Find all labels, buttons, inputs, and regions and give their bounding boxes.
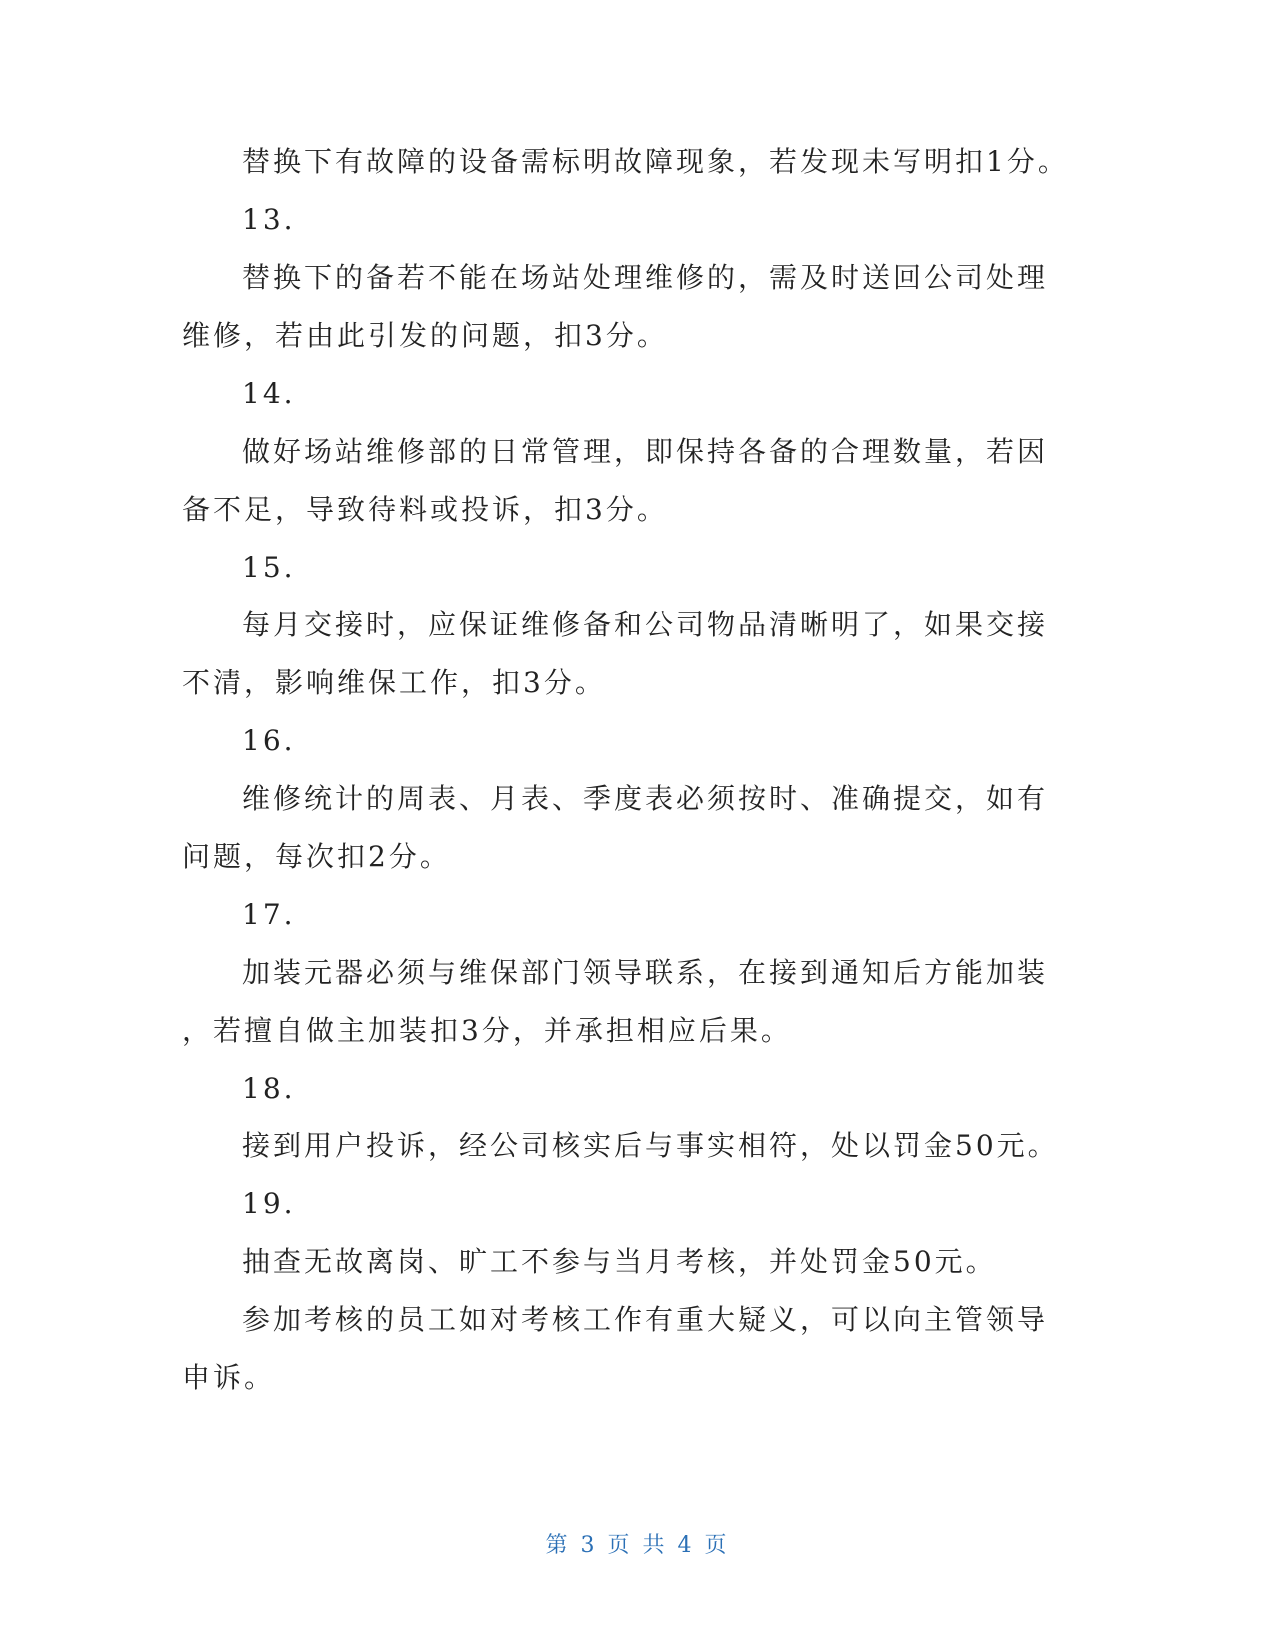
- text-line: 备不足，导致待料或投诉，扣3分。: [182, 493, 668, 526]
- text-line: 申诉。: [182, 1361, 276, 1394]
- item-number: 13.: [242, 203, 296, 236]
- item-number: 15.: [242, 551, 296, 584]
- text-line: 每月交接时，应保证维修备和公司物品清晰明了，如果交接: [242, 608, 1049, 641]
- item-number: 17.: [242, 898, 296, 931]
- text-line: 接到用户投诉，经公司核实后与事实相符，处以罚金50元。: [242, 1129, 1059, 1162]
- text-line: ，若擅自做主加装扣3分，并承担相应后果。: [182, 1014, 792, 1047]
- text-line: 替换下的备若不能在场站处理维修的，需及时送回公司处理: [242, 261, 1049, 294]
- text-line: 维修，若由此引发的问题，扣3分。: [182, 319, 668, 352]
- item-number: 18.: [242, 1072, 296, 1105]
- text-line: 抽查无故离岗、旷工不参与当月考核，并处罚金50元。: [242, 1245, 997, 1278]
- text-line: 问题，每次扣2分。: [182, 840, 451, 873]
- text-line: 加装元器必须与维保部门领导联系，在接到通知后方能加装: [242, 956, 1049, 989]
- text-line: 参加考核的员工如对考核工作有重大疑义，可以向主管领导: [242, 1303, 1049, 1336]
- text-line: 不清，影响维保工作，扣3分。: [182, 666, 606, 699]
- item-number: 16.: [242, 724, 296, 757]
- text-line: 维修统计的周表、月表、季度表必须按时、准确提交，如有: [242, 782, 1049, 815]
- page-footer: 第 3 页 共 4 页: [545, 1533, 730, 1558]
- text-line: 做好场站维修部的日常管理，即保持各备的合理数量，若因: [242, 435, 1049, 468]
- item-number: 19.: [242, 1187, 296, 1220]
- item-number: 14.: [242, 377, 296, 410]
- text-line: 替换下有故障的设备需标明故障现象，若发现未写明扣1分。: [242, 145, 1069, 178]
